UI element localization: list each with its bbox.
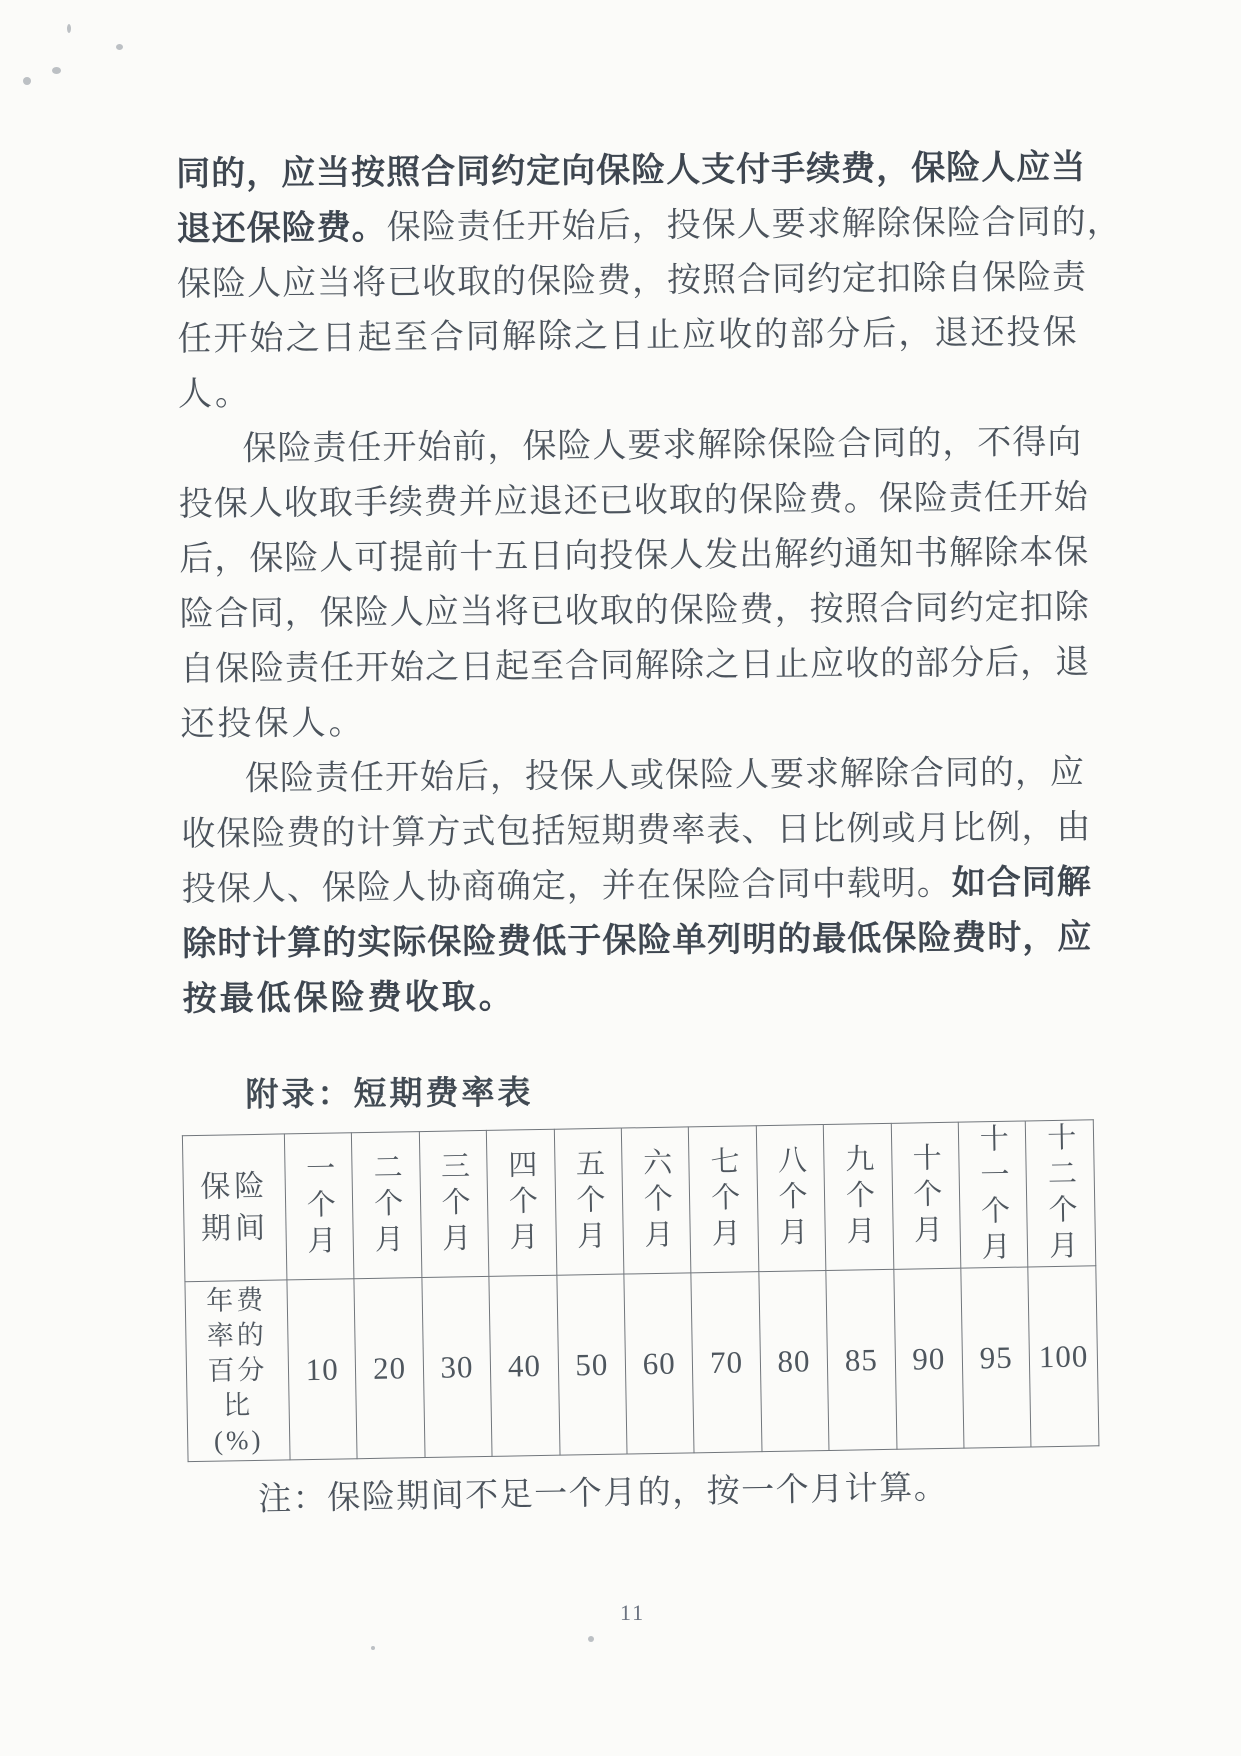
text-segment: 保险责任开始后，投保人或保险人要求解除合同的，应 bbox=[244, 754, 1086, 798]
text-line-13 bbox=[181, 800, 1092, 862]
body-text bbox=[176, 140, 1122, 1027]
month-column-header-2: 二个月 bbox=[352, 1132, 422, 1279]
month-column-header-11: 十一个月 bbox=[958, 1121, 1028, 1268]
text-segment: 保险人应当将已收取的保险费，按照合同约定扣除自保险责 bbox=[176, 259, 1088, 304]
month-column-header-6: 六个月 bbox=[621, 1127, 691, 1274]
rate-value-5: 50 bbox=[557, 1274, 628, 1455]
rate-table-value-row bbox=[185, 1266, 1099, 1462]
table-row-label: 年费 率的 百分 比 (%) bbox=[185, 1280, 290, 1462]
text-line-16 bbox=[182, 965, 1082, 1027]
text-line-14 bbox=[181, 855, 1092, 917]
month-column-header-1: 一个月 bbox=[284, 1133, 354, 1280]
bold-text-segment: 如合同解 bbox=[951, 864, 1092, 903]
text-line-2 bbox=[176, 195, 1122, 257]
rate-value-8: 80 bbox=[759, 1271, 830, 1452]
text-line-5 bbox=[178, 360, 1078, 422]
rate-value-1: 10 bbox=[287, 1279, 358, 1460]
scan-speck bbox=[116, 44, 123, 50]
text-segment: 后，保险人可提前十五日向投保人发出解约通知书解除本保 bbox=[179, 534, 1090, 579]
rate-value-12: 100 bbox=[1028, 1266, 1099, 1447]
table-corner-label: 保险 期间 bbox=[182, 1134, 287, 1282]
rate-value-3: 30 bbox=[422, 1276, 493, 1457]
rate-value-6: 60 bbox=[624, 1273, 695, 1454]
text-segment: 收保险费的计算方式包括短期费率表、日比例或月比例，由 bbox=[181, 809, 1092, 854]
month-column-header-8: 八个月 bbox=[756, 1125, 826, 1272]
text-line-10 bbox=[179, 635, 1091, 697]
page-number: 11 bbox=[620, 1600, 646, 1625]
scan-speck bbox=[588, 1636, 594, 1642]
text-segment: 保险责任开始后，投保人要求解除保险合同的， bbox=[386, 203, 1122, 247]
rate-table-block bbox=[182, 1120, 1089, 1527]
text-line-11 bbox=[180, 690, 1080, 752]
month-column-header-4: 四个月 bbox=[487, 1129, 557, 1276]
text-segment: 投保人、保险人协商确定，并在保险合同中载明。 bbox=[181, 865, 952, 909]
rate-value-7: 70 bbox=[691, 1272, 762, 1453]
bold-text-segment: 同的，应当按照合同约定向保险人支付手续费，保险人应当 bbox=[176, 149, 1087, 194]
text-line-9 bbox=[179, 580, 1090, 642]
rate-value-10: 90 bbox=[893, 1268, 964, 1449]
text-segment: 任开始之日起至合同解除之日止应收的部分后，退还投保 bbox=[177, 314, 1078, 359]
scan-speck bbox=[371, 1646, 375, 1650]
text-line-3 bbox=[176, 250, 1088, 312]
bold-text-segment: 按最低保险费收取。 bbox=[182, 978, 516, 1019]
document-content bbox=[176, 140, 1122, 1526]
rate-value-4: 40 bbox=[489, 1275, 560, 1456]
text-line-4 bbox=[177, 305, 1077, 367]
text-segment: 人。 bbox=[177, 375, 253, 414]
text-line-8 bbox=[179, 525, 1090, 587]
month-column-header-10: 十个月 bbox=[891, 1122, 961, 1269]
rate-table-header-row bbox=[182, 1120, 1095, 1282]
scan-speck bbox=[23, 77, 31, 85]
month-column-header-7: 七个月 bbox=[689, 1126, 759, 1273]
text-segment: 自保险责任开始之日起至合同解除之日止应收的部分后，退 bbox=[179, 644, 1091, 689]
rate-value-9: 85 bbox=[826, 1269, 897, 1450]
month-column-header-12: 十二个月 bbox=[1026, 1120, 1096, 1267]
scan-speck bbox=[52, 67, 61, 74]
text-line-7 bbox=[178, 470, 1089, 532]
text-segment: 还投保人。 bbox=[180, 704, 366, 744]
month-column-header-9: 九个月 bbox=[824, 1123, 894, 1270]
rate-value-2: 20 bbox=[354, 1278, 425, 1459]
short-term-rate-table bbox=[182, 1119, 1100, 1462]
text-segment: 险合同，保险人应当将已收取的保险费，按照合同约定扣除 bbox=[179, 589, 1090, 634]
scan-speck bbox=[67, 24, 71, 33]
month-column-header-5: 五个月 bbox=[554, 1128, 624, 1275]
rate-value-11: 95 bbox=[961, 1267, 1032, 1448]
text-line-15 bbox=[182, 910, 1093, 972]
text-line-12 bbox=[181, 745, 1086, 807]
text-line-6 bbox=[178, 415, 1083, 477]
bold-text-segment: 除时计算的实际保险费低于保险单列明的最低保险费时，应 bbox=[182, 919, 1093, 964]
text-line-1 bbox=[176, 140, 1087, 202]
text-segment: 保险责任开始前，保险人要求解除保险合同的，不得向 bbox=[242, 424, 1083, 468]
appendix-title: 附录：短期费率表 bbox=[245, 1075, 534, 1114]
table-note: 注：保险期间不足一个月的，按一个月计算。 bbox=[257, 1469, 949, 1518]
month-column-header-3: 三个月 bbox=[419, 1130, 489, 1277]
text-segment: 投保人收取手续费并应退还已收取的保险费。保险责任开始 bbox=[178, 479, 1089, 524]
bold-text-segment: 退还保险费。 bbox=[176, 209, 387, 249]
